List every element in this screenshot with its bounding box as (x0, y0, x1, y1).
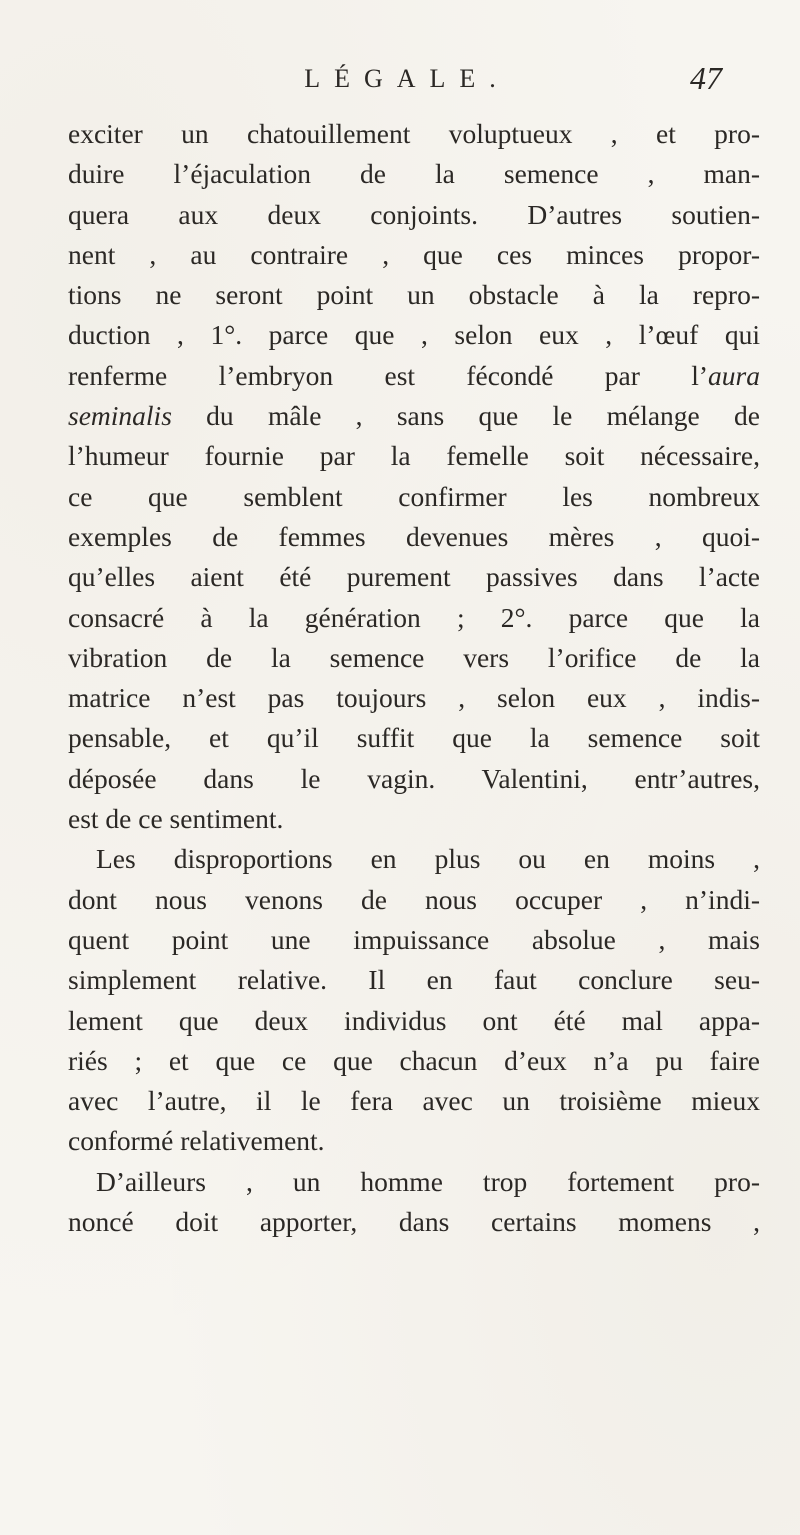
text-line: quera aux deux conjoints. D’autres soutien- (68, 198, 760, 230)
text-line: ce que semblent confirmer les nombreux (68, 480, 760, 512)
text-line: l’humeur fournie par la femelle soit nécessaire, (68, 440, 760, 472)
text-fragment: du mâle , sans que le mélange de (171, 400, 760, 432)
running-head (0, 60, 800, 104)
text-line: lement que deux individus ont été mal appa- (68, 1004, 760, 1036)
body-text (68, 114, 760, 1242)
text-line: déposée dans le vagin. Valentini, entr’autres, (68, 762, 760, 794)
text-line: nent , au contraire , que ces minces propor- (68, 238, 760, 270)
text-line: duction , 1°. parce que , selon eux , l’œuf qui (68, 319, 760, 351)
text-line: vibration de la semence vers l’orifice de la (68, 641, 760, 673)
text-line-with-italic (68, 396, 760, 436)
text-line: pensable, et qu’il suffit que la semence soit (68, 722, 760, 754)
text-line: duire l’éjaculation de la semence , man- (68, 158, 760, 190)
page-number: 47 (690, 60, 722, 96)
italic-term: aura (708, 359, 760, 391)
text-line: simplement relative. Il en faut conclure seu- (68, 964, 760, 996)
text-line: D’ailleurs , un homme trop fortement pro- (96, 1165, 760, 1197)
text-line: Les disproportions en plus ou en moins , (96, 843, 760, 875)
text-line: conformé relativement. (68, 1125, 325, 1157)
text-line: qu’elles aient été purement passives dans l’acte (68, 561, 760, 593)
italic-term: seminalis (68, 400, 172, 432)
text-line: noncé doit apporter, dans certains momens , (68, 1206, 760, 1238)
text-line: exciter un chatouillement voluptueux , et pro- (68, 118, 760, 149)
text-line: consacré à la génération ; 2°. parce que la (68, 601, 760, 633)
text-line: avec l’autre, il le fera avec un troisième mieux (68, 1085, 760, 1117)
text-fragment: renferme l’embryon est fécondé par l’ (68, 359, 709, 391)
text-line-with-italic (68, 356, 760, 396)
running-title: LÉGALE. (304, 64, 510, 93)
text-line: quent point une impuissance absolue , mais (68, 923, 760, 955)
text-line: tions ne seront point un obstacle à la repro- (68, 279, 760, 311)
text-line: matrice n’est pas toujours , selon eux , indis- (68, 682, 760, 714)
text-line: dont nous venons de nous occuper , n’indi- (68, 883, 760, 915)
text-line: riés ; et que ce que chacun d’eux n’a pu faire (68, 1044, 760, 1076)
text-line: est de ce sentiment. (68, 803, 284, 835)
text-line: exemples de femmes devenues mères , quoi- (68, 520, 760, 552)
